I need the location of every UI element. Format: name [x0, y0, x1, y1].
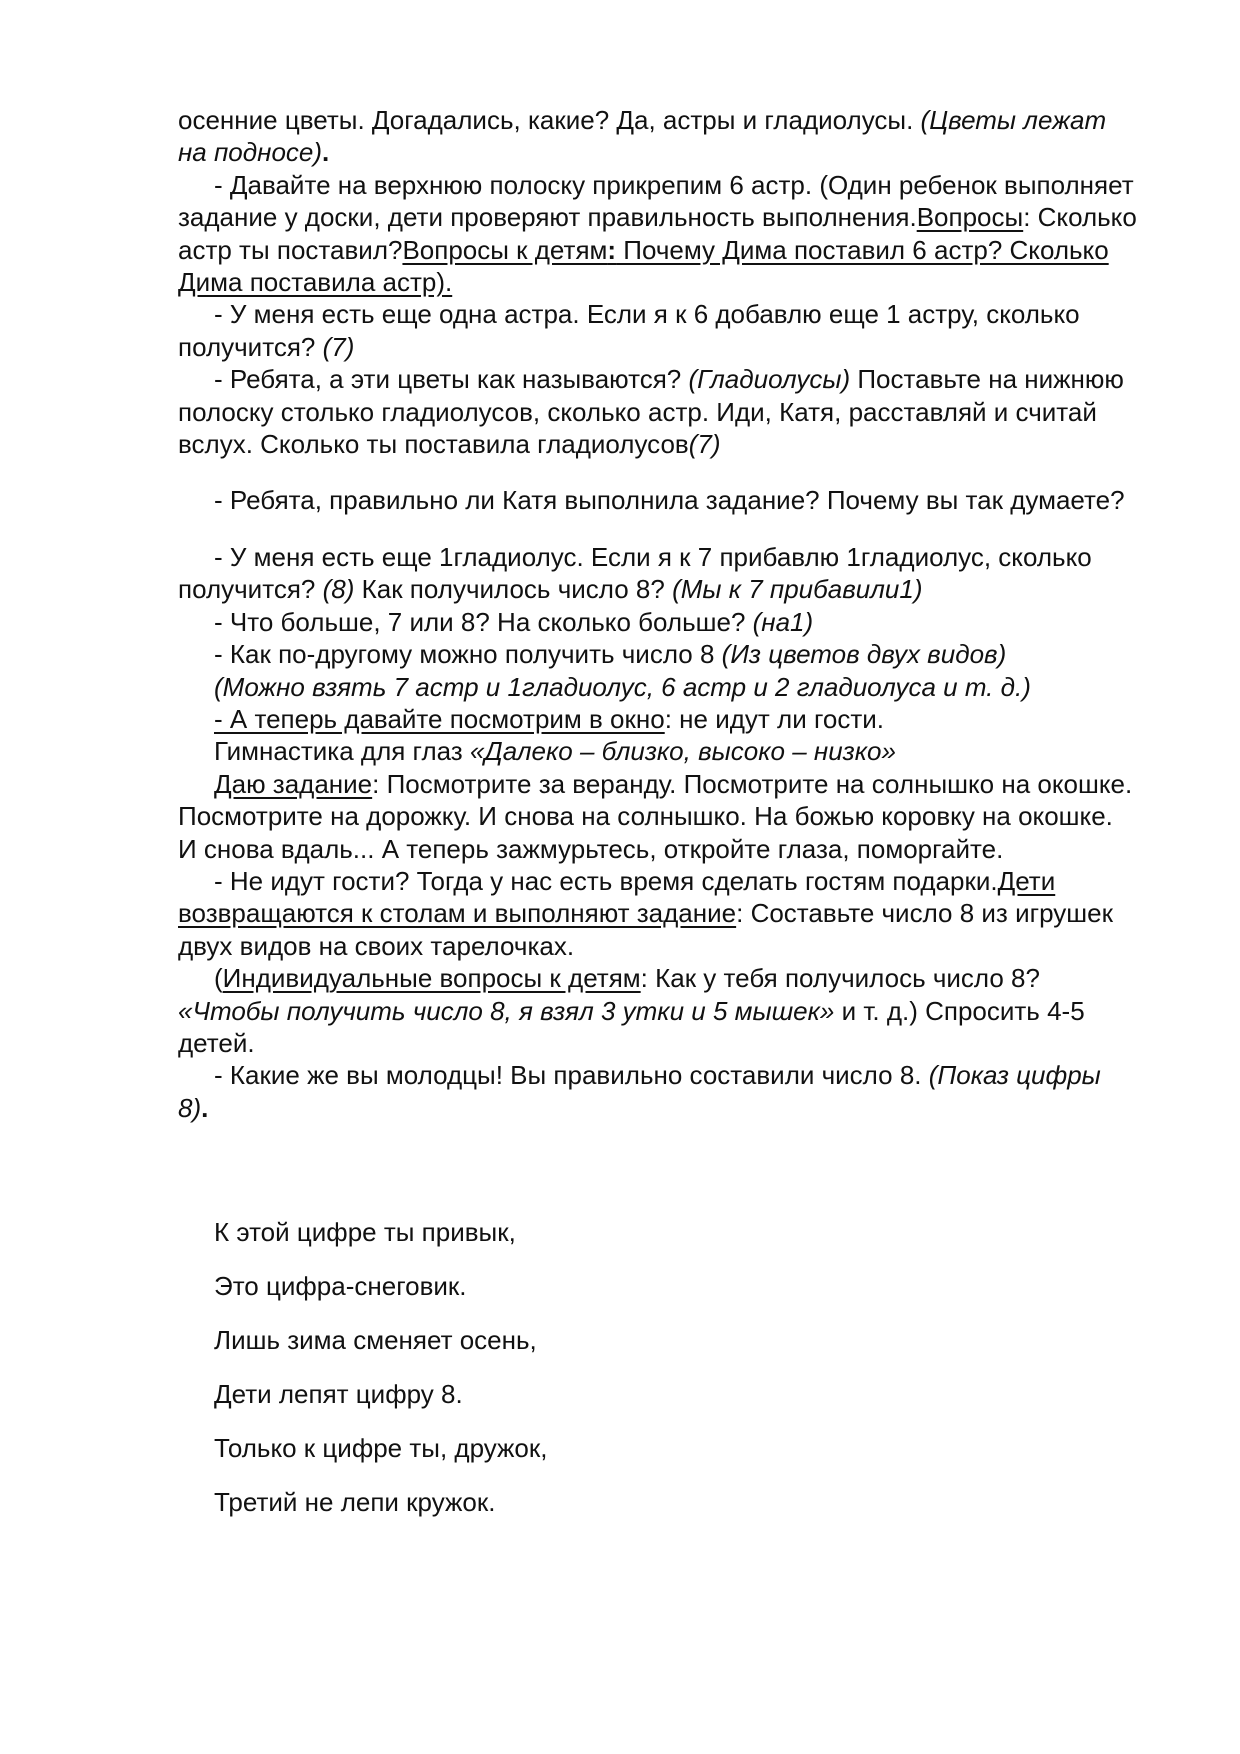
poem-line: К этой цифре ты привык, — [214, 1217, 516, 1247]
paragraph-13: - Не идут гости? Тогда у нас есть время сделать гостям подарки.Дети возвращаются к столам и выполняют задание: Составьте число 8 из игрушек двух видов на своих тарелочках. — [178, 865, 1113, 961]
paragraph-6: - У меня есть еще 1гладиолус. Если я к 7 прибавлю 1гладиолус, сколько получится? (8) Как получилось число 8? (Мы к 7 прибавили1) — [178, 541, 1092, 605]
paragraph-7: - Что больше, 7 или 8? На сколько больше? (на1) — [214, 606, 814, 637]
poem-line: Третий не лепи кружок. — [214, 1487, 496, 1517]
poem — [214, 1216, 547, 1540]
poem-line: Только к цифре ты, дружок, — [214, 1433, 548, 1463]
paragraph-15: - Какие же вы молодцы! Вы правильно составили число 8. (Показ цифры 8). — [178, 1060, 1101, 1123]
poem-line: Дети лепят цифру 8. — [214, 1379, 463, 1409]
paragraph-14: (Индивидуальные вопросы к детям: Как у тебя получилось число 8? «Чтобы получить число 8, я взял 3 утки и 5 мышек» и т. д.) Спросить 4-5 детей. — [178, 963, 1085, 1058]
poem-line: Это цифра-снеговик. — [214, 1271, 467, 1301]
paragraph-12: Даю задание: Посмотрите за веранду. Посмотрите на солнышко на окошке. Посмотрите на дорожку. И снова на солнышко. На божью коровку на окошке. И снова вдаль... А теперь зажмурьтесь, откройте глаза, поморгайте. — [178, 768, 1133, 864]
paragraph-8: - Как по-другому можно получить число 8 (Из цветов двух видов) — [214, 639, 1007, 670]
paragraph-1: осенние цветы. Догадались, какие? Да, астры и гладиолусы. (Цветы лежат на подносе). — [178, 105, 1107, 168]
paragraph-10: - А теперь давайте посмотрим в окно: не идут ли гости. — [214, 703, 884, 734]
paragraph-11: Гимнастика для глаз «Далеко – близко, высоко – низко» — [214, 736, 896, 767]
paragraph-3: - У меня есть еще одна астра. Если я к 6 добавлю еще 1 астру, сколько получится? (7) — [178, 299, 1080, 362]
poem-line: Лишь зима сменяет осень, — [214, 1325, 537, 1355]
paragraph-2: - Давайте на верхнюю полоску прикрепим 6 астр. (Один ребенок выполняет задание у доски, дети проверяют правильность выполнения.Вопросы: Сколько астр ты поставил?Вопросы к детям: Почему Дима поставил 6 астр? Сколько Дима поставила астр). — [178, 169, 1137, 298]
lesson-text — [178, 104, 1138, 1124]
paragraph-5: - Ребята, правильно ли Катя выполнила задание? Почему вы так думаете? — [214, 485, 1125, 516]
paragraph-4: - Ребята, а эти цветы как называются? (Гладиолусы) Поставьте на нижнюю полоску столько гладиолусов, сколько астр. Иди, Катя, расставляй и считай вслух. Сколько ты поставила гладиолусов(7) — [178, 364, 1124, 460]
paragraph-9: (Можно взять 7 астр и 1гладиолус, 6 астр и 2 гладиолуса и т. д.) — [214, 671, 1031, 702]
